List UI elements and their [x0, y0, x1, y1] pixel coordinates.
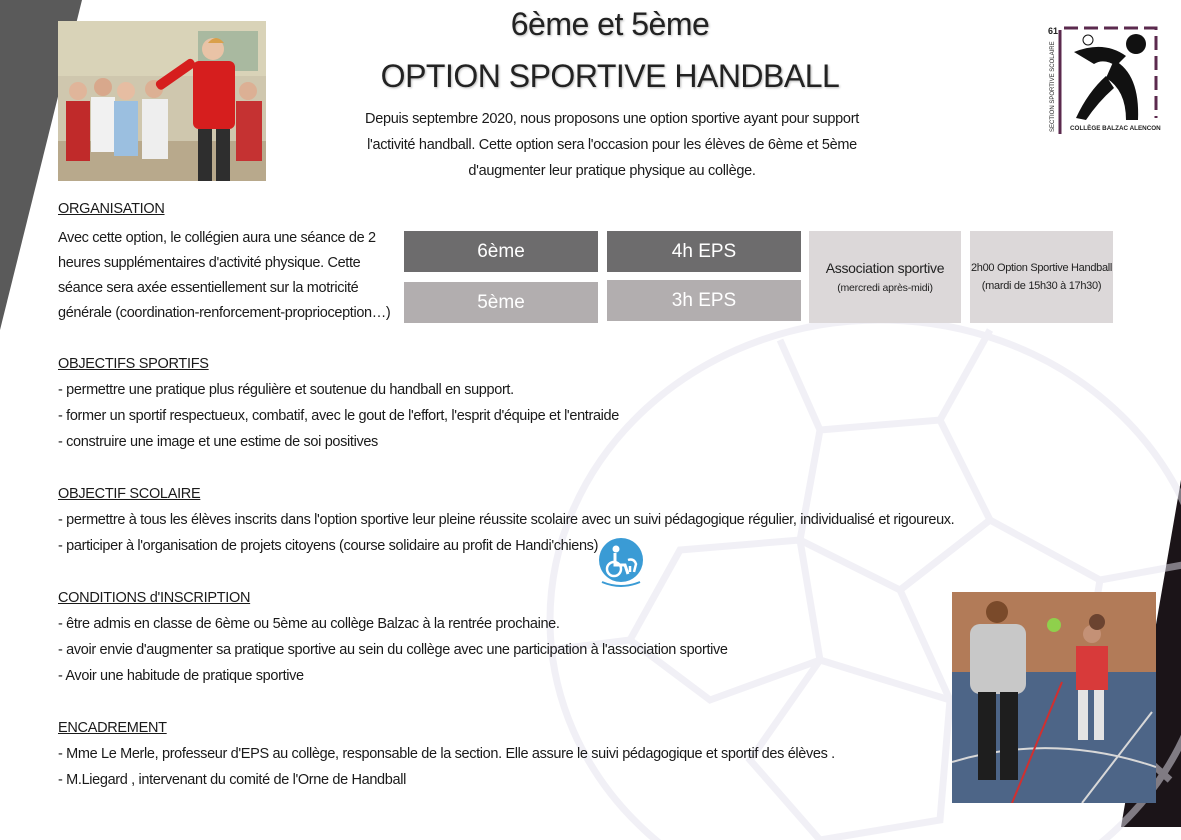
eps-6-box: [607, 231, 801, 272]
intro-line: d'augmenter leur pratique physique au collège.: [468, 163, 756, 179]
association-box: [809, 231, 961, 323]
organisation-text: [58, 226, 398, 326]
encadrement-item: - Mme Le Merle, professeur d'EPS au collège, responsable de la section. Elle assure le suivi pédagogique et sportif des élèves .: [58, 746, 835, 762]
encadrement-item: - M.Liegard , intervenant du comité de l'Orne de Handball: [58, 772, 406, 788]
encadrement-heading: ENCADREMENT: [58, 720, 167, 736]
option-sub: (mardi de 15h30 à 17h30): [981, 280, 1102, 292]
intro-line: l'activité handball. Cette option sera l'occasion pour les élèves de 6ème et 5ème: [367, 137, 857, 153]
objectif-sportif-item: - construire une image et une estime de soi positives: [58, 434, 378, 450]
association-title: Association sportive: [825, 260, 945, 276]
handichiens-logo: [594, 536, 648, 590]
logo-vertical-text: SECTION SPORTIVE SCOLAIRE: [1050, 41, 1056, 132]
intro-line: Depuis septembre 2020, nous proposons une option sportive ayant pour support: [365, 111, 859, 127]
objectif-scolaire-item: - participer à l'organisation de projets citoyens (course solidaire au profit de Handi'chiens): [58, 538, 599, 554]
condition-item: - être admis en classe de 6ème ou 5ème au collège Balzac à la rentrée prochaine.: [58, 616, 560, 632]
eps-6-label: 4h EPS: [671, 240, 737, 262]
objectif-scolaire-item: - permettre à tous les élèves inscrits dans l'option sportive leur pleine réussite scolaire avec un suivi pédagogique régulier, individualisé et rigoureux.: [58, 512, 955, 528]
organisation-line: heures supplémentaires d'activité physique. Cette: [58, 255, 361, 271]
level-6-box: [404, 231, 598, 272]
option-title: 2h00 Option Sportive Handball: [970, 262, 1113, 274]
organisation-line: générale (coordination-renforcement-proprioception…): [58, 305, 391, 321]
logo-bottom-text: COLLÈGE BALZAC ALENCON: [1070, 125, 1161, 132]
conditions-heading: CONDITIONS d'INSCRIPTION: [58, 590, 251, 606]
page-title-levels: 6ème et 5ème: [510, 6, 710, 42]
eps-5-box: [607, 280, 801, 321]
organisation-line: Avec cette option, le collégien aura une séance de 2: [58, 230, 376, 246]
organisation-line: séance sera axée essentiellement sur la motricité: [58, 280, 359, 296]
objectifs-sportifs-heading: OBJECTIFS SPORTIFS: [58, 356, 209, 372]
section-sportive-logo: [1044, 22, 1162, 140]
intro-paragraph: [362, 106, 862, 184]
page-title-option: OPTION SPORTIVE HANDBALL: [380, 58, 840, 94]
objectif-sportif-item: - former un sportif respectueux, combatif, avec le gout de l'effort, l'esprit d'équipe et l'entraide: [58, 408, 619, 424]
condition-item: - Avoir une habitude de pratique sportive: [58, 668, 304, 684]
objectif-sportif-item: - permettre une pratique plus régulière et soutenue du handball en support.: [58, 382, 514, 398]
logo-number: 61: [1048, 26, 1059, 36]
level-6-label: 6ème: [477, 240, 525, 262]
level-5-label: 5ème: [477, 291, 525, 313]
condition-item: - avoir envie d'augmenter sa pratique sportive au sein du collège avec une participation à l'association sportive: [58, 642, 728, 658]
eps-5-label: 3h EPS: [671, 289, 737, 311]
objectif-scolaire-heading: OBJECTIF SCOLAIRE: [58, 486, 201, 502]
organisation-heading: ORGANISATION: [58, 201, 165, 217]
gym-training-photo: [952, 592, 1156, 803]
option-box: [970, 231, 1113, 323]
class-photo-coach: [58, 21, 266, 181]
association-sub: (mercredi après-midi): [837, 282, 933, 294]
level-5-box: [404, 282, 598, 323]
